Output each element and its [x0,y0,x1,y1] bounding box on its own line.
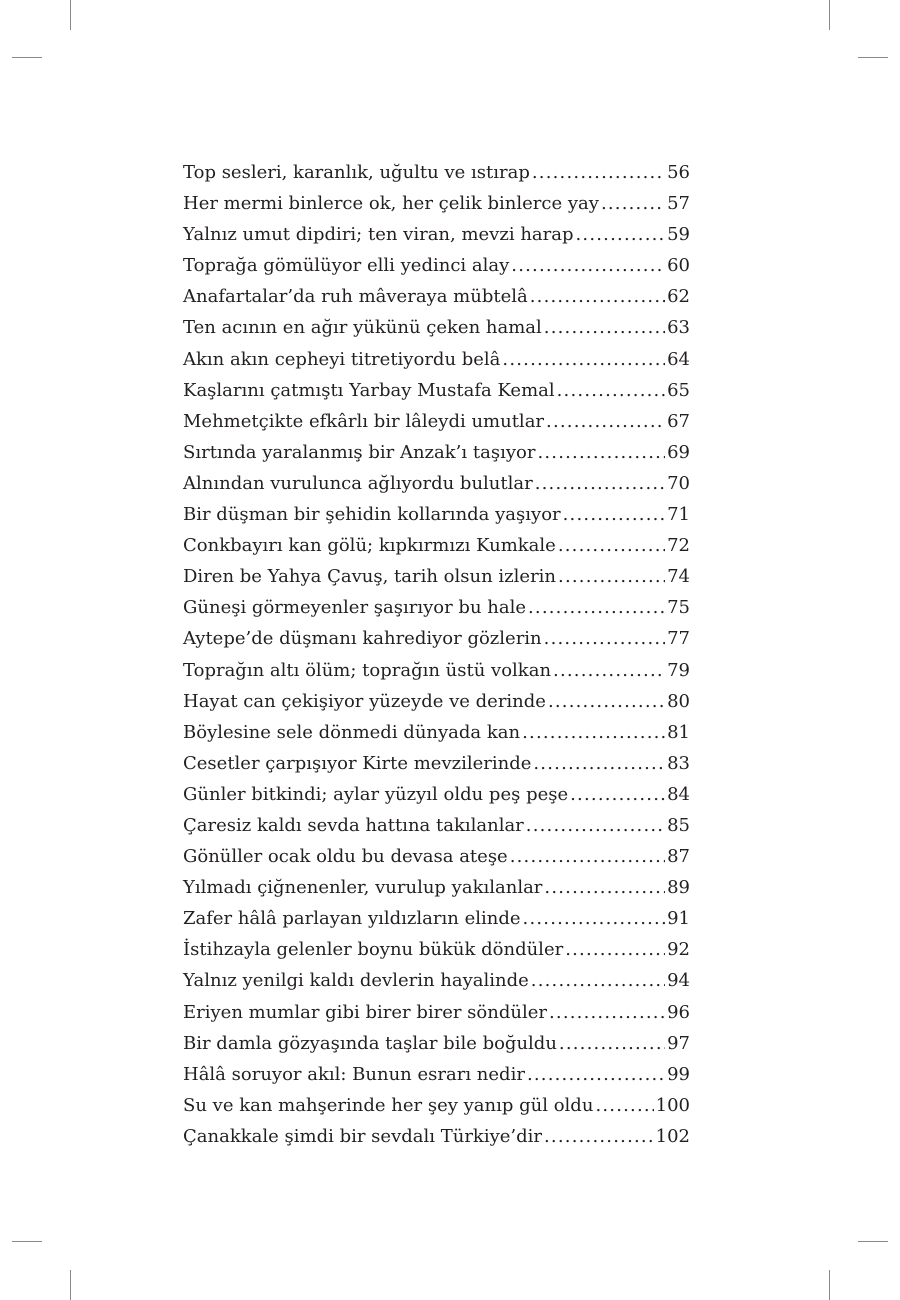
toc-entry-page: 92 [667,939,690,961]
toc-entry-title: Her mermi binlerce ok, her çelik binlerce yay [183,193,599,215]
toc-entry [183,530,690,561]
toc-entry-title: Hâlâ soruyor akıl: Bunun esrarı nedir [183,1063,525,1085]
toc-entry-page: 102 [655,1125,690,1147]
toc-entry [183,250,690,281]
toc-entry-page: 71 [667,504,690,526]
toc-entry-page: 64 [667,348,690,370]
toc-entry-title: Mehmetçikte efkârlı bir lâleydi umutlar [183,410,545,432]
toc-entry-title: Çaresiz kaldı sevda hattına takılanlar [183,814,524,836]
toc-entry-page: 94 [667,970,690,992]
dot-leader [532,157,665,188]
toc-entry [183,965,690,996]
toc-entry [183,623,690,654]
toc-entry [183,748,690,779]
crop-mark-right-bottom [858,1241,888,1242]
toc-entry-title: Gönüller ocak oldu bu devasa ateşe [183,846,508,868]
toc-entry [183,655,690,686]
toc-entry-title: Çanakkale şimdi bir sevdalı Türkiye’dir [183,1125,543,1147]
dot-leader [546,406,665,437]
toc-entry-page: 87 [667,846,690,868]
toc-entry [183,406,690,437]
dot-leader [544,623,665,654]
toc-entry-title: Toprağa gömülüyor elli yedinci alay [183,255,510,277]
crop-mark-bottom-right [829,1270,830,1300]
dot-leader [533,748,665,779]
toc-entry [183,157,690,188]
dot-leader [510,841,665,872]
toc-entry-title: Yılmadı çiğnenenler, vurulup yakılanlar [183,877,543,899]
toc-entry [183,1059,690,1090]
toc-entry-page: 77 [667,628,690,650]
toc-entry [183,841,690,872]
dot-leader [537,437,665,468]
dot-leader [531,965,665,996]
toc-entry [183,872,690,903]
toc-entry [183,437,690,468]
crop-mark-left-bottom [12,1241,42,1242]
dot-leader [523,903,666,934]
dot-leader [570,779,665,810]
toc-entry-page: 74 [667,566,690,588]
toc-entry-page: 69 [667,441,690,463]
toc-entry-title: Yalnız umut dipdiri; ten viran, mevzi harap [183,224,574,246]
dot-leader [601,188,665,219]
toc-entry-title: Eriyen mumlar gibi birer birer söndüler [183,1001,547,1023]
toc-entry [183,1121,690,1152]
toc-entry-page: 81 [667,721,690,743]
dot-leader [565,934,665,965]
toc-entry [183,344,690,375]
dot-leader [526,810,665,841]
toc-entry-page: 100 [655,1094,690,1116]
toc-entry [183,903,690,934]
toc-entry-page: 83 [667,752,690,774]
dot-leader [557,375,665,406]
dot-leader [558,530,665,561]
toc-entry-title: İstihzayla gelenler boynu bükük döndüler [183,939,564,961]
toc-entry-title: Günler bitkindi; aylar yüzyıl oldu peş peşe [183,783,569,805]
toc-entry [183,997,690,1028]
toc-entry-title: Akın akın cepheyi titretiyordu belâ [183,348,501,370]
dot-leader [530,281,665,312]
toc-entry-title: Conkbayırı kan gölü; kıpkırmızı Kumkale [183,535,556,557]
toc-entry-page: 96 [667,1001,690,1023]
toc-entry-title: Zafer hâlâ parlayan yıldızların elinde [183,908,521,930]
crop-mark-top-right [829,0,830,30]
toc-entry [183,281,690,312]
toc-entry-page: 80 [667,690,690,712]
crop-mark-bottom-left [70,1270,71,1300]
toc-entry-title: Bir damla gözyaşında taşlar bile boğuldu [183,1032,557,1054]
dot-leader [558,561,665,592]
toc-entry-page: 56 [667,162,690,183]
toc-entry-page: 89 [667,877,690,899]
toc-entry-page: 65 [667,379,690,401]
toc-entry [183,1028,690,1059]
dot-leader [553,655,665,686]
dot-leader [563,499,665,530]
toc-entry-page: 85 [667,814,690,836]
toc-entry-page: 84 [667,783,690,805]
toc-entry-page: 91 [667,908,690,930]
toc-entry-page: 79 [667,659,690,681]
toc-entry-title: Bir düşman bir şehidin kollarında yaşıyor [183,504,561,526]
dot-leader [535,468,665,499]
toc-entry-title: Anafartalar’da ruh mâveraya mübtelâ [183,286,528,308]
toc-entry [183,779,690,810]
crop-mark-top-left [70,0,71,30]
toc-entry [183,592,690,623]
toc-entry-title: Cesetler çarpışıyor Kirte mevzilerinde [183,752,532,774]
dot-leader [528,592,665,623]
toc-entry [183,188,690,219]
toc-entry [183,219,690,250]
toc-entry [183,468,690,499]
table-of-contents [183,157,690,1152]
dot-leader [595,1090,653,1121]
dot-leader [544,312,665,343]
toc-entry-page: 70 [667,472,690,494]
dot-leader [576,219,666,250]
toc-entry-title: Kaşlarını çatmıştı Yarbay Mustafa Kemal [183,379,555,401]
toc-entry-title: Aytepe’de düşmanı kahrediyor gözlerin [183,628,542,650]
dot-leader [549,997,665,1028]
toc-entry-title: Güneşi görmeyenler şaşırıyor bu hale [183,597,526,619]
toc-entry-page: 99 [667,1063,690,1085]
toc-entry-title: Diren be Yahya Çavuş, tarih olsun izlerin [183,566,557,588]
toc-entry [183,934,690,965]
toc-entry-page: 97 [667,1032,690,1054]
dot-leader [559,1028,665,1059]
crop-mark-right-top [858,57,888,58]
dot-leader [544,872,665,903]
toc-entry [183,1090,690,1121]
dot-leader [544,1121,654,1152]
toc-entry-title: Alnından vurulunca ağlıyordu bulutlar [183,472,533,494]
toc-entry-page: 62 [667,286,690,308]
toc-entry-title: Su ve kan mahşerinde her şey yanıp gül oldu [183,1094,594,1116]
dot-leader [511,250,665,281]
toc-entry-page: 63 [667,317,690,339]
dot-leader [548,686,665,717]
toc-entry-title: Böylesine sele dönmedi dünyada kan [183,721,521,743]
toc-entry-page: 67 [667,410,690,432]
toc-entry-page: 75 [667,597,690,619]
dot-leader [527,1059,665,1090]
toc-entry [183,810,690,841]
toc-entry-title: Toprağın altı ölüm; toprağın üstü volkan [183,659,552,681]
toc-entry-title: Ten acının en ağır yükünü çeken hamal [183,317,542,339]
toc-entry [183,717,690,748]
toc-entry [183,499,690,530]
toc-entry [183,375,690,406]
toc-entry-title: Top sesleri, karanlık, uğultu ve ıstırap [183,162,530,183]
dot-leader [522,717,665,748]
toc-entry-page: 57 [667,193,690,215]
toc-entry [183,312,690,343]
toc-entry [183,686,690,717]
toc-entry-title: Sırtında yaralanmış bir Anzak’ı taşıyor [183,441,536,463]
toc-entry-page: 60 [667,255,690,277]
toc-entry-title: Hayat can çekişiyor yüzeyde ve derinde [183,690,546,712]
dot-leader [502,344,665,375]
toc-entry-title: Yalnız yenilgi kaldı devlerin hayalinde [183,970,529,992]
crop-mark-left-top [12,57,42,58]
toc-entry [183,561,690,592]
toc-entry-page: 72 [667,535,690,557]
toc-entry-page: 59 [667,224,690,246]
